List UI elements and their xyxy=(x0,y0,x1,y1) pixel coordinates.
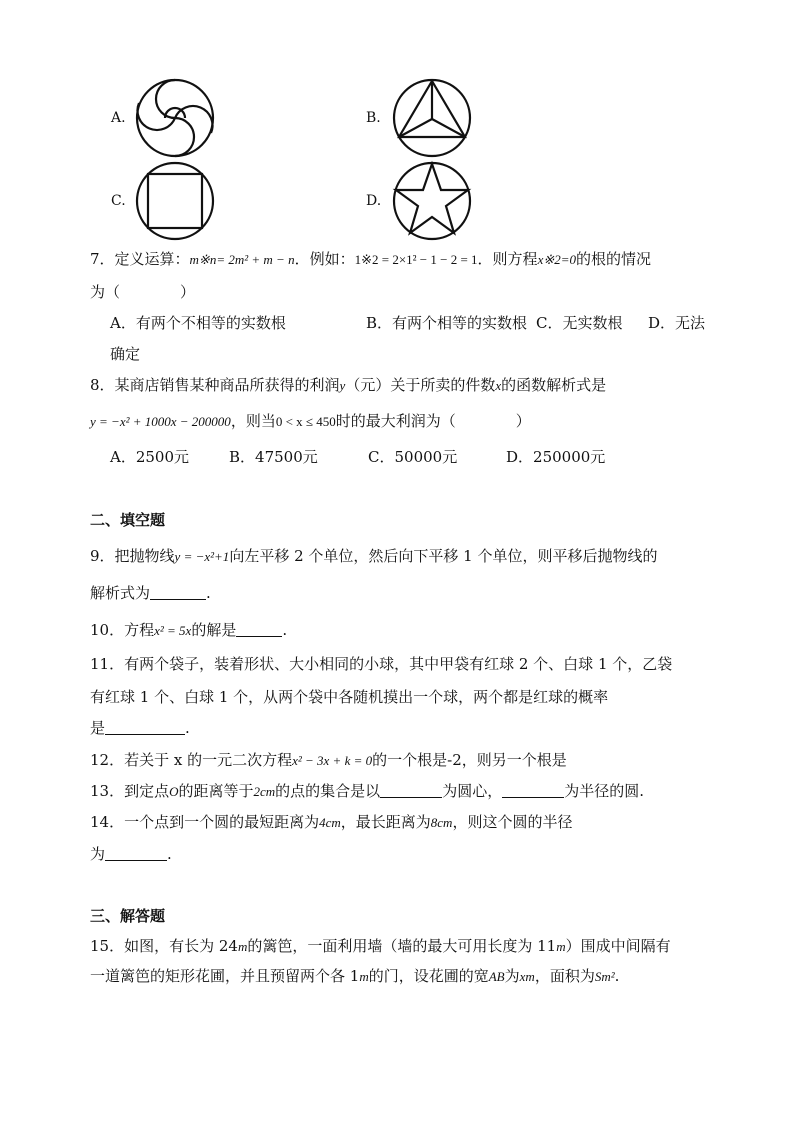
question-7-line-2: 为（ ） xyxy=(90,283,196,301)
q15-unit-m: m xyxy=(237,939,248,954)
q8-function-math: y = −x² + 1000x − 200000 xyxy=(90,414,231,429)
q14-shortest: 4cm xyxy=(319,815,341,830)
q14-longest: 8cm xyxy=(430,815,453,830)
q7-number: 7．定义运算： xyxy=(90,250,190,268)
q8-text: 8．某商店销售某种商品所获得的利润 xyxy=(90,376,340,394)
q12-text-2: 的一个根是-2，则另一个根是 xyxy=(372,751,567,769)
section-answer-heading: 三、解答题 xyxy=(90,907,166,925)
q9-end: . xyxy=(206,584,211,602)
option-c-label: C. xyxy=(111,193,126,209)
q7-example-prefix: ．例如： xyxy=(294,250,355,268)
q12-text: 12．若关于 x 的一元二次方程 xyxy=(90,751,293,769)
q8-text-5: 时的最大利润为（ ） xyxy=(335,412,531,430)
q8-text-2: （元）关于所卖的件数 xyxy=(345,376,496,394)
q15-text: 15．如图，有长为 24 xyxy=(90,937,238,955)
q11-end: . xyxy=(185,719,190,737)
option-b-label: B. xyxy=(366,110,381,126)
q13-text: 13．到定点 xyxy=(90,782,170,800)
question-15-line-2 xyxy=(90,965,619,986)
q13-text-2: 的距离等于 xyxy=(178,782,254,800)
q8-option-d: D．250000元 xyxy=(506,448,606,466)
question-9-line-1 xyxy=(90,545,657,566)
q10-answer-blank[interactable] xyxy=(236,622,282,637)
q9-text-3: 解析式为 xyxy=(90,584,151,602)
q7-option-b: B．有两个相等的实数根 xyxy=(366,314,528,332)
q15-area: Sm² xyxy=(594,969,615,984)
q10-end: . xyxy=(282,621,288,639)
q15-text-5: 的门，设花圃的宽 xyxy=(368,967,489,985)
question-8-line-2 xyxy=(90,410,531,431)
q8-option-a: A．2500元 xyxy=(110,448,190,466)
q15-ab: AB xyxy=(488,969,505,984)
question-11-line-1: 11．有两个袋子，装着形状、大小相同的小球，其中甲袋有红球 2 个、白球 1 个，乙袋 xyxy=(90,655,673,673)
figure-b-triangle-circle xyxy=(392,78,472,158)
figure-a-swirl-circle xyxy=(135,78,215,158)
question-9-line-2 xyxy=(90,582,211,603)
q15-text-2: 的篱笆，一面利用墙（墙的最大可用长度为 11 xyxy=(247,937,557,955)
q7-option-a: A．有两个不相等的实数根 xyxy=(110,314,286,332)
q9-answer-blank[interactable] xyxy=(150,585,206,600)
q15-unit-m-3: m xyxy=(359,969,369,984)
q14-text: 14．一个点到一个圆的最短距离为 xyxy=(90,813,320,831)
question-13 xyxy=(90,780,644,801)
question-14-line-2 xyxy=(90,843,172,864)
q14-text-2: ，最长距离为 xyxy=(340,813,431,831)
section-fill-blank-heading: 二、填空题 xyxy=(90,511,166,529)
q13-text-4: 为圆心， xyxy=(442,782,503,800)
q11-text-3: 是 xyxy=(90,719,106,737)
option-a-label: A. xyxy=(111,110,126,126)
question-11-line-3 xyxy=(90,717,190,738)
q8-range-math: 0 < x ≤ 450 xyxy=(275,414,336,429)
question-15-line-1 xyxy=(90,935,671,956)
q7-example-math: 1※2 = 2×1² − 1 − 2 = 1 xyxy=(354,252,478,267)
figure-c-square-circle xyxy=(135,161,215,241)
q15-text-7: ，面积为 xyxy=(534,967,595,985)
option-d-label: D. xyxy=(366,193,382,209)
q13-text-3: 的点的集合是以 xyxy=(275,782,381,800)
q15-text-3: ）围成中间隔有 xyxy=(565,937,671,955)
question-12 xyxy=(90,749,567,770)
q9-text: 9．把抛物线 xyxy=(90,547,175,565)
q14-text-4: 为 xyxy=(90,845,106,863)
figure-d-star-circle xyxy=(392,161,472,241)
q8-y-variable: y xyxy=(339,378,346,393)
q15-text-4: 一道篱笆的矩形花圃，并且预留两个各 1 xyxy=(90,967,360,985)
q15-xm: xm xyxy=(519,969,535,984)
q7-text: ．则方程 xyxy=(477,250,538,268)
q7-option-d: D．无法 xyxy=(648,314,706,332)
q14-end: . xyxy=(167,845,172,863)
q13-text-5: 为半径的圆. xyxy=(564,782,644,800)
q8-text-3: 的函数解析式是 xyxy=(501,376,607,394)
q10-equation-math: x² = 5x xyxy=(154,623,192,638)
q9-text-2: 向左平移 2 个单位，然后向下平移 1 个单位，则平移后抛物线的 xyxy=(229,547,658,565)
q7-definition-math: m※n= 2m² + m − n xyxy=(189,252,295,267)
q11-answer-blank[interactable] xyxy=(105,720,185,735)
question-14-line-1 xyxy=(90,811,572,832)
q14-text-3: ，则这个圆的半径 xyxy=(452,813,573,831)
q13-radius-blank[interactable] xyxy=(502,783,564,798)
q13-center-blank[interactable] xyxy=(380,783,442,798)
q13-distance: 2cm xyxy=(253,784,276,799)
q13-point-o: O xyxy=(169,784,179,799)
question-8-line-1 xyxy=(90,374,606,395)
q7-text-end: 的根的情况 xyxy=(576,250,652,268)
q10-text-2: 的解是 xyxy=(191,621,237,639)
q8-option-c: C．50000元 xyxy=(368,448,458,466)
question-10 xyxy=(90,619,287,640)
question-7-line-1 xyxy=(90,248,651,269)
question-11-line-2: 有红球 1 个、白球 1 个，从两个袋中各随机摸出一个球，两个都是红球的概率 xyxy=(90,688,609,706)
q15-text-6: 为 xyxy=(504,967,520,985)
q9-parabola-math: y = −x²+1 xyxy=(174,549,230,564)
q8-x-variable: x xyxy=(495,378,502,393)
q8-option-b: B．47500元 xyxy=(229,448,318,466)
q8-text-4: ，则当 xyxy=(230,412,276,430)
q7-equation-math: x※2=0 xyxy=(537,252,576,267)
q7-option-d-continued: 确定 xyxy=(110,345,141,363)
q15-unit-m-2: m xyxy=(556,939,566,954)
q10-text: 10．方程 xyxy=(90,621,155,639)
q14-answer-blank[interactable] xyxy=(105,846,167,861)
q12-equation-math: x² − 3x + k = 0 xyxy=(292,753,373,768)
q15-end: . xyxy=(614,967,620,985)
q7-option-c: C．无实数根 xyxy=(536,314,623,332)
